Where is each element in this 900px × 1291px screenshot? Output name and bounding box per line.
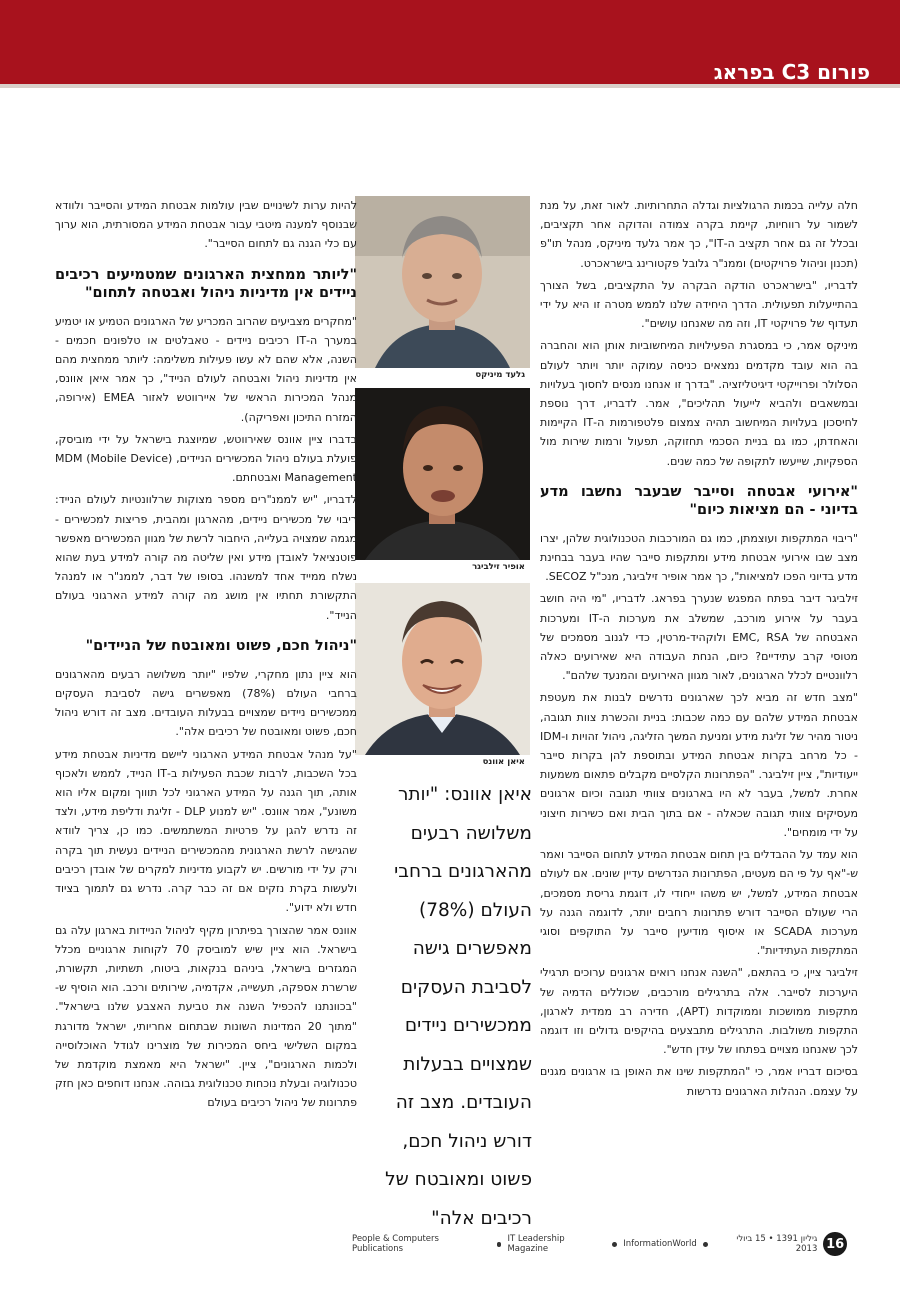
page-footer (352, 1232, 847, 1256)
paragraph: בדברו ציין אוונס שאירווטש, שמיוצגת בישראל על ידי מוביסק, פועלת בעולם ניהול המכשירים הניידים, (MDM (Mobile Device Management ואבטחתם. (55, 432, 357, 485)
paragraph: לדבריו, "בישראכרט הודקה הבקרה על התקציבים, בשל הצורך בהתייעלות תפעולית. הדרך היחידה שלנו לממש מטרה זו היא על ידי תעדוף של פרויקטי IT, וזה מה שאנחנו עושים". (540, 278, 858, 331)
portrait-photo-2 (355, 388, 530, 560)
photo-caption: גלעד מיניקס (475, 370, 525, 380)
paragraph: "ריבוי המתקפות ועוצמתן, כמו גם המורכבות הטכנולוגית שלהן, יצרו מצב שבו אירועי אבטחת מידע ומתקפות סייבר שהיו בעבר בבחינת מדע בדיוני הפכו למציאות", כך אמר אופיר זילביגר, מנכ"ל SECOZ. (540, 531, 858, 584)
paragraph: מיניקס אמר, כי במסגרת הפעילויות המיחשוביות אותן הוא והחברה בה הוא עובד מקדמים נמצאים כניסה עמוקה יותר ויותר לעולם הסלולר ופרוייקטי דיגיטליזציה. "בדרך זו אנחנו מנסים לחסוך בעלויות ובמשאבים ולהביא לייעול תהליכים", אמר. לדבריו, דרך נוספת לחיסכון בעלויות המיחשוב תהיה צמצום פלטפורמות ה-IT הקיימות והאחדתן, כמו גם בניית הסכמי תחזוקה, תפעול ורמות שירות מול הספקיות, שייעשו לתקופה של כמה שנים. (540, 339, 859, 468)
subheading: "אירועי אבטחה וסייבר שבעבר נחשבו מדע בדיוני - הם מציאות כיום" (540, 483, 858, 518)
subheading: "ליותר ממחצית הארגונים שמטמיעים רכיבים ניידים אין מדיניות ניהול ואבטחה לתחום" (55, 266, 357, 301)
site-name: InformationWorld (623, 1239, 697, 1249)
article-column-left (55, 196, 357, 1116)
paragraph: בסיכום דבריו אמר, כי "המתקפות שינו את האופן בו ארגונים מגנים על עצמם. הנהלות הארגונים נדרשות (540, 1065, 858, 1098)
paragraph: "מצב חדש זה מביא לכך שארגונים נדרשים לבנות את מעטפת אבטחת המידע שלהם עם כמה שכבות: בניית והכשרת צוות תגובה, ניטור מהיר של זליגת מידע ומניעת המשך הזליגה, ניהול זהויות ו-IDM - כל מרחב בקרות אבטחת המידע ובתוספת להן בקרות סייבר ייעודיות", ציין זילביגר. "הפתרונות הקלסיים מקבלים פתאום משמעות אחרת. למשל, בעבר לא היו בארגונים צוותי תגובה וכיום ארגונים מעסיקים צוותי תגובה שכאלה - אם בתוך הבית ואם כשירות חיצוני על ידי מומחים". (540, 691, 858, 839)
portrait-photo-3 (355, 583, 530, 755)
header-banner (0, 0, 900, 84)
section-title: פורום C3 בפראג (713, 60, 870, 84)
paragraph: הוא ציין נתון מחקרי, שלפיו "יותר משלושה רבעים מהארגונים ברחבי העולם (78%) מאפשרים גישה לסביבת העסקים ממכשירים ניידים שמצויים בבעלות העובדים. מצב זה דורש ניהול חכם, פשוט ומאובטח של רכיבים אלה". (55, 667, 357, 739)
bullet-icon (612, 1242, 617, 1247)
issue-info: גיליון 1391 • 15 ביולי 2013 (736, 1234, 818, 1254)
page-number: 16 (823, 1232, 847, 1256)
photo-caption: אופיר זילביגר (472, 562, 525, 572)
portrait-photo-1 (355, 196, 530, 368)
pull-quote: איאן אוונס: "יותר משלושה רבעים מהארגונים ברחבי העולם (78%) מאפשרים גישה לסביבת העסקים ממכשירים ניידים שמצויים בבעלות העובדים. מצב זה דורש ניהול חכם, פשוט ומאובטח של רכיבים אלה" (385, 784, 532, 1229)
bullet-icon (703, 1242, 708, 1247)
photo-caption: איאן אוונס (482, 757, 525, 767)
subheading: "ניהול חכם, פשוט ומאובטח של הניידים" (85, 637, 357, 654)
bullet-icon (497, 1242, 502, 1247)
paragraph: "על מנהל אבטחת המידע הארגוני ליישם מדיניות אבטחת מידע בכל השכבות, לרבות שכבת הפעילות ב-IT הנייד, לממש ולאכוף אותה, תוך הגנה על המידע הארגוני לכל תוווך ומקום אליו הוא משונע", אמר אוונס. "יש למנוע DLP - זליגת ודליפת מידע, ולצד זה נדרש להגן על פרטיות המשתמשים. כמו כן, צריך לוודא שהגישה לרשת הארגונית מהמכשירים הניידים נעשית תוך בקרה ורק על ידי מורשים. יש לקבוע מדיניות למקרים של אובדן רכיבים ולעשות בקרת נזקים אם זה כבר קרה. נדרש גם לתמוך בציוד חדש ולא ידוע". (55, 747, 357, 915)
paragraph: לדבריו, "יש לממנ"רים מספר מצוקות שרלוונטיות לעולם הנייד: ריבוי של מכשירים ניידים, מהארגון ומהבית, פריצות למכשירים - מגמה שמצויה בעלייה, היחבור לרשת של מגוון המכשירים מאפשר פוטנציאל לאובדן מידע ואין שליטה מה קורה למידע בעת שהוא נשלח ממייד אחד למשנהו. בסופו של דבר, לממנ"ר או למנהל התקשורת תחתיו אין מושג מה קורה למידע הארגוני בעולם הנייד". (55, 493, 357, 622)
paragraph: "מחקרים מצביעים שהרוב המכריע של הארגונים הטמיע או יטמיע במערך ה-IT רכיבים ניידים - טאבלטים או טלפונים חכמים - השנה, אלא שהם לא עשו פעילות משלימה: ליותר ממחצית מהם אין מדיניות ניהול ואבטחה לעולם הנייד", כך אמר איאן אוונס, מנהל המכירות הראשי של איירווטש לאזור EMEA (אירופה, המזרח התיכון ואפריקה). (55, 314, 357, 424)
header-divider (0, 84, 900, 88)
paragraph: להיות ערות לשינויים שבין עולמות אבטחת המידע והסייבר ולוודא שבנוסף למענה מיטבי עבור אבטחת המידע המסורתית, הוא ערוך עם כלי הגנה גם לתחום הסייבר". (55, 199, 357, 251)
article-column-right (540, 196, 858, 1104)
paragraph: אוונס אמר שהצורך בפיתרון מקיף לניהול הניידות בארגון עלה גם בישראל. הוא ציין שיש למוביסק 70 לקוחות ארגוניים מכלל המגזרים בישראל, ביניהם בנקאות, ביטוח, תשתיות, תקשורת, שרשרת אספקה, תעשייה, אקדמיה, שירותים ורכב. הוא הוסיף ש-"בכוונתנו להכפיל השנה את טביעת האצבע שלנו בישראל". "מתוך 20 המדינות השונות שבתחום אחריותי, ישראל מדורגת במקום השלישי ביחס המכירות של מוצרינו לגודל האוכלוסייה ולכמות הארגונים", ציין. "ישראל היא מאמצת מוקדמת של טכנולוגיה ובעלת נוכחות טכנולוגית גבוהה. אנחנו דוחפים כאן חזק פתרונות של ניהול רכיבים בעולם (55, 923, 357, 1110)
publisher-name: People & Computers Publications (352, 1234, 439, 1254)
paragraph: הוא עמד על ההבדלים בין תחום אבטחת המידע לתחום הסייבר ואמר ש-"אף על פי הם מעטים, הפתרונות הנדרשים עדיין שונים. אם לעולם אבטחת המידע, למשל, יש משהו ייחודי לו, דוגמת גריסת מסמכים, הרי שעולם הסייבר דורש פתרונות רחבים יותר, לדוגמה הגנה על מערכות SCADA או איסוף מודיעין סייבר על התוקפים וסוגי המתקפות העתידיות". (540, 848, 859, 958)
magazine-name: IT Leadership Magazine (507, 1234, 565, 1254)
paragraph: חלה עלייה בכמות הרגולציות וגדלה התחרותיות. לאור זאת, על מנת לשמור על רווחיות, קיימת בקרה צמודה והדוקה אחר תקציבים, ובכלל זה גם אחר תקציב ה-IT", כך אמר גלעד מיניקס, מנהל תו"פ (תכנון וניהול פרויקטים) וממנ"ר גלובל פקטורינג בישראכרט. (540, 199, 858, 270)
paragraph: זילביגר דיבר בפתח המפגש שנערך בפראג. לדבריו, "מי היה חושב בעבר על אירוע מורכב, שמשלב את מערכות ה-IT ומערכות האבטחה של EMC, RSA ולוקהיד-מרטין, כדי לגנוב מסמכים של מטוסי קרב עתידיים? כיום, הנחת העבודה היא שאירועים כאלה רלוונטיים לכלל הארגונים, לאור מגוון האירועים והמנעד שלהם". (540, 592, 858, 683)
paragraph: זילביגר ציין, כי בהתאם, "השנה אנחנו רואים ארגונים ערוכים תרגילי היערכות לסייבר. אלה בתרגילים מורכבים, שכוללים הדמיה של מתקפות ממושכות וממוקדות (APT), חדירה רב ממדית לארגון, התקפות משולבות. התרגילים מתבצעים בהיקפים גדולים וזו דוגמה לכך שאנחנו מצויים בפתחו של עידן חדש". (540, 966, 858, 1057)
